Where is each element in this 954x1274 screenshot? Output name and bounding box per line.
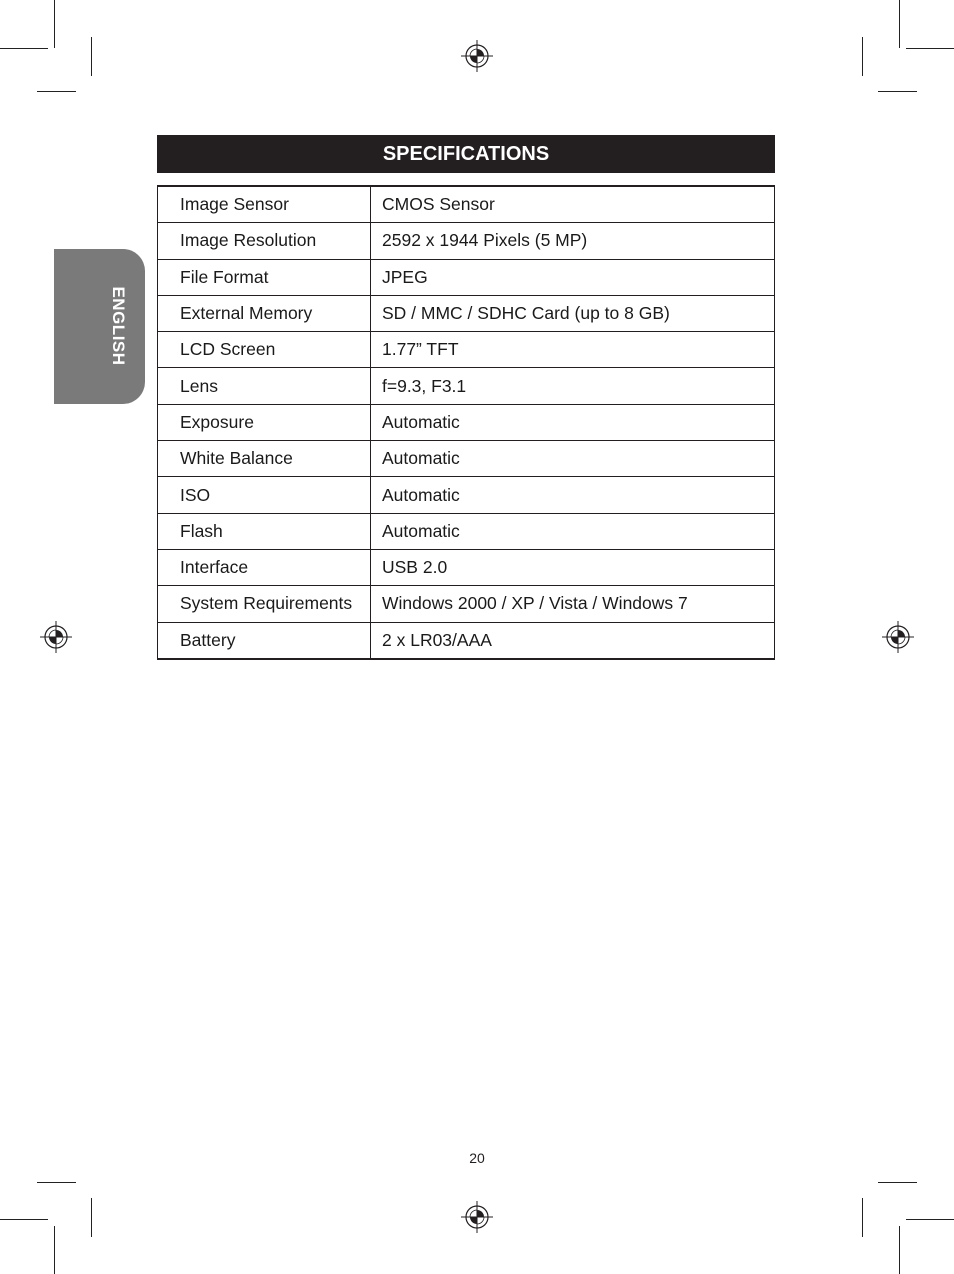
spec-label: Battery [158, 622, 371, 659]
crop-mark [37, 91, 76, 92]
table-row [158, 404, 775, 440]
spec-label: External Memory [158, 295, 371, 331]
crop-mark [37, 1182, 76, 1183]
language-tab-label: ENGLISH [109, 286, 128, 366]
language-tab [54, 249, 145, 404]
spec-value: USB 2.0 [371, 549, 775, 585]
spec-label: Lens [158, 368, 371, 404]
spec-label: Interface [158, 549, 371, 585]
spec-label: File Format [158, 259, 371, 295]
registration-mark-icon [40, 621, 72, 653]
spec-label: ISO [158, 477, 371, 513]
page-number: 20 [469, 1150, 485, 1166]
table-row [158, 441, 775, 477]
spec-value: Automatic [371, 513, 775, 549]
table-row [158, 622, 775, 659]
spec-value: f=9.3, F3.1 [371, 368, 775, 404]
spec-value: Windows 2000 / XP / Vista / Windows 7 [371, 586, 775, 622]
specifications-header [157, 135, 775, 173]
table-row [158, 259, 775, 295]
table-row [158, 223, 775, 259]
spec-label: Image Sensor [158, 186, 371, 223]
registration-mark-icon [882, 621, 914, 653]
spec-value: 1.77” TFT [371, 332, 775, 368]
table-row [158, 295, 775, 331]
spec-value: Automatic [371, 441, 775, 477]
spec-value: Automatic [371, 477, 775, 513]
crop-mark [54, 1226, 55, 1274]
spec-value: CMOS Sensor [371, 186, 775, 223]
spec-label: LCD Screen [158, 332, 371, 368]
crop-mark [862, 37, 863, 76]
crop-mark [878, 1182, 917, 1183]
spec-value: 2 x LR03/AAA [371, 622, 775, 659]
crop-mark [899, 1226, 900, 1274]
spec-label: White Balance [158, 441, 371, 477]
spec-label: Flash [158, 513, 371, 549]
table-row [158, 332, 775, 368]
table-row [158, 368, 775, 404]
registration-mark-icon [461, 40, 493, 72]
spec-value: SD / MMC / SDHC Card (up to 8 GB) [371, 295, 775, 331]
spec-label: Exposure [158, 404, 371, 440]
table-row [158, 186, 775, 223]
crop-mark [91, 37, 92, 76]
registration-mark-icon [461, 1201, 493, 1233]
spec-value: 2592 x 1944 Pixels (5 MP) [371, 223, 775, 259]
spec-value: JPEG [371, 259, 775, 295]
crop-mark [862, 1198, 863, 1237]
crop-mark [0, 1219, 48, 1220]
table-row [158, 477, 775, 513]
page-title: SPECIFICATIONS [382, 142, 550, 165]
spec-value: Automatic [371, 404, 775, 440]
spec-label: Image Resolution [158, 223, 371, 259]
crop-mark [899, 0, 900, 48]
crop-mark [91, 1198, 92, 1237]
specifications-table [157, 185, 775, 660]
spec-label: System Requirements [158, 586, 371, 622]
crop-mark [54, 0, 55, 48]
table-row [158, 513, 775, 549]
crop-mark [878, 91, 917, 92]
table-row [158, 549, 775, 585]
crop-mark [0, 48, 48, 49]
crop-mark [906, 48, 954, 49]
table-row [158, 586, 775, 622]
crop-mark [906, 1219, 954, 1220]
